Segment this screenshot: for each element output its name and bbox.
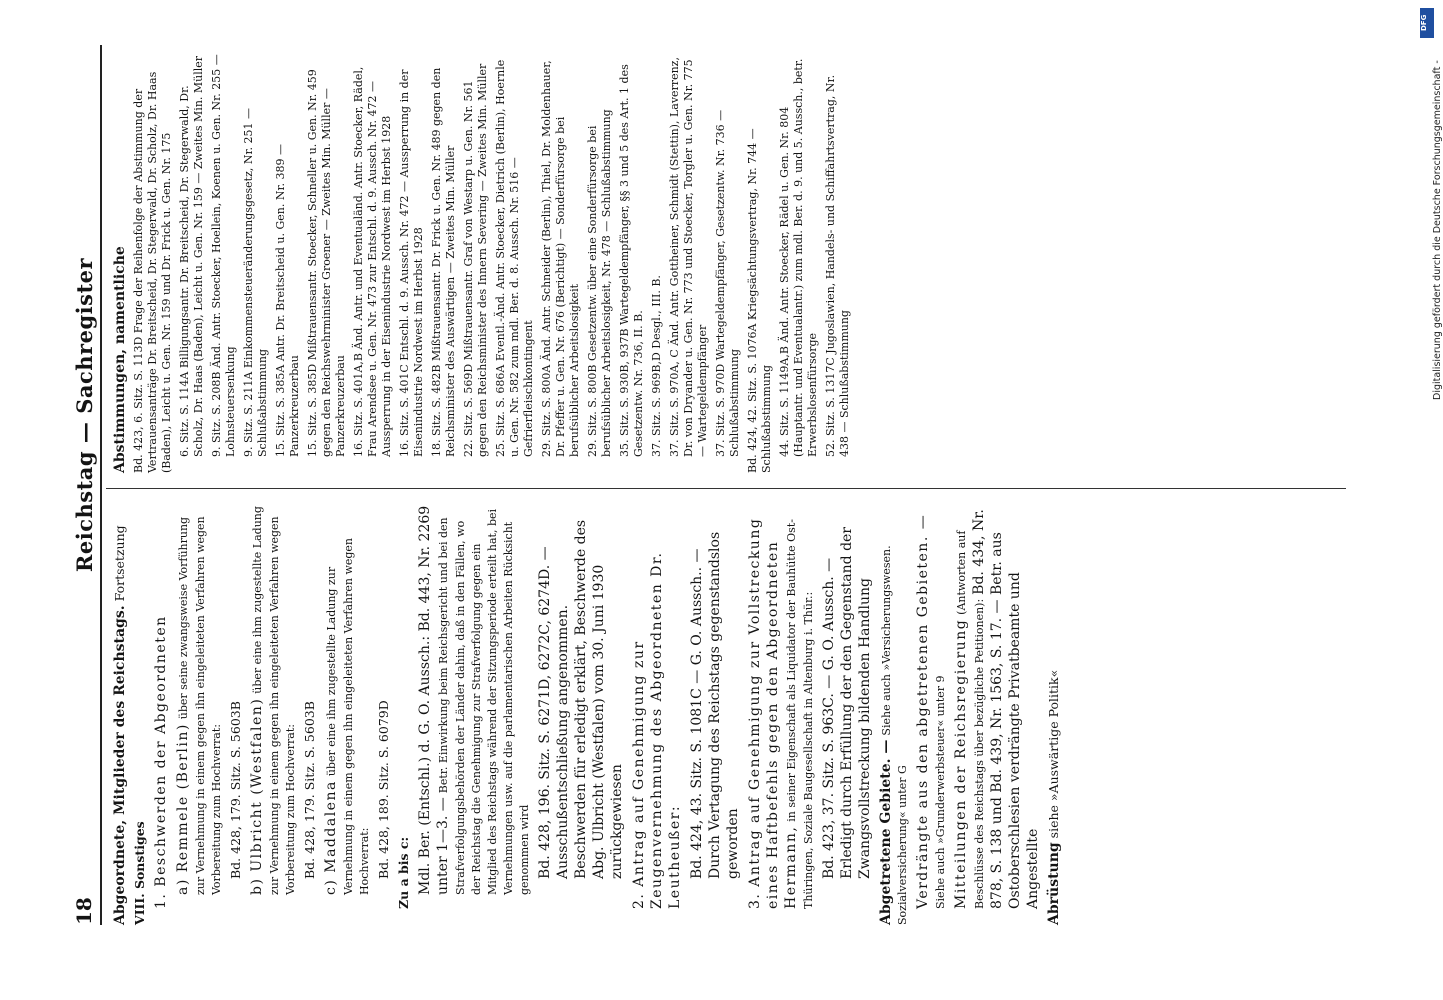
heading-continuation: Fortsetzung (112, 525, 127, 602)
mitteilungen-text: (Antworten auf Beschlüsse des Reichstags über bezügliche Petitionen): (955, 530, 986, 909)
entry-b-ref: Bd. 428, 179. Sitz. S. 5603B (302, 701, 317, 879)
entry-b-text: über eine ihm zugestellte Ladung zur Vernehmung in einem gegen ihn eingeleiteten Verfahren wegen Vorbereitung zum Hochverrat: (251, 506, 297, 895)
vote-entry: 52. Sitz. S. 1317C Jugoslawien, Handels- und Schiffahrtsvertrag, Nr. 438 — Schlußabstimmung (824, 74, 851, 457)
mdl-ber-ref: Bd. 428, 196. Sitz. S. 6271D, 6272C, 6274D. — Ausschußentschließung angenommen. Beschwerden für erledigt erklärt, Beschwerde des Abg. Ulbricht (Westfalen) vom 30. Juni 1930 zurückgewiesen (537, 519, 625, 879)
vote-entry: 29. Sitz. S. 800A Änd. Antr. Schneider (Berlin), Thiel, Dr. Moldenhauer, Dr. Pfeffer u. Gen. Nr. 676 (Berichtigt) — Sonderfürsorge bei berufsüblicher Arbeitslosigkeit (540, 60, 581, 457)
column-divider (106, 488, 1346, 489)
vote-entry: 25. Sitz. S. 686A Eventl.-Änd. Antr. Stoecker, Dietrich (Berlin), Hoernle u. Gen. Nr. 582 zum mdl. Ber. d. 8. Aussch. Nr. 516 — Gefrierfleischkontingent (494, 59, 535, 457)
running-title: Reichstag — Sachregister (72, 257, 97, 573)
mitteilungen-heading: Mitteilungen der Reichsregierung (953, 618, 969, 909)
vote-entry: 29. Sitz. S. 800B Gesetzentw. über eine Sonderfürsorge bei berufsüblicher Arbeitslosigkeit, Nr. 478 — Schlußabstimmung (586, 109, 613, 457)
vote-entry: 15. Sitz. S. 385D Mißtrauensantr. Stoecker, Schneller u. Gen. Nr. 459 gegen den Reichswehrminister Groener — Zweites Min. Müller — Panzerkreuzerbau (306, 69, 347, 457)
entry-a-name: a) Remmele (Berlin) (175, 723, 191, 895)
abruestung-text: siehe »Auswärtige Politik« (1046, 669, 1061, 839)
abruestung-heading: Abrüstung (1046, 842, 1062, 925)
credit-text: Digitalisierung gefördert durch die Deutsche Forschungsgemeinschaft - (1432, 60, 1443, 400)
entry-a-text: über seine zwangsweise Vorführung zur Vernehmung in einem gegen ihn eingeleiteten Verfahren wegen Vorbereitung zum Hochverrat: (177, 516, 223, 895)
item-3-text: in seiner Eigenschaft als Liquidator der Bauhütte Ost-Thüringen, Soziale Baugesellschaft in Altenburg i. Thür.: (785, 519, 815, 909)
entry-c-text: über eine ihm zugestellte Ladung zur Vernehmung in einem gegen ihn eingeleiteten Verfahren wegen Hochverrat: (325, 537, 371, 895)
right-column (112, 53, 856, 473)
vote-entry: 35. Sitz. S. 930B, 937B Wartegeldempfänger, §§ 3 und 5 des Art. 1 des Gesetzentw. Nr. 736, II. B. (618, 64, 645, 457)
vote-entry: 37. Sitz. S. 969B,D Desgl., III. B. (650, 275, 663, 457)
entry-c-name: c) Maddalena (323, 780, 339, 895)
verdraengte-text: Siehe auch »Grunderwerbsteuer« unter 9 (934, 675, 947, 909)
verdraengte-heading: Verdrängte aus den abgetretenen Gebieten. — (915, 513, 931, 909)
abgetretene-gebiete-heading: Abgetretene Gebiete. — (878, 739, 894, 925)
vote-entry: 9. Sitz. S. 208B Änd. Antr. Stoecker, Hoellein, Koenen u. Gen. Nr. 255 — Lohnsteuersenkung (210, 54, 237, 457)
mdl-ber: Mdl. Ber. (Entschl.) d. G. O. Aussch.: Bd. 443, Nr. 2269 unter 1—3. — (417, 505, 451, 895)
page-header (72, 45, 98, 925)
vote-entry: 22. Sitz. S. 569D Mißtrauensantr. Graf von Westarp u. Gen. Nr. 561 gegen den Reichsminister des Innern Severing — Zweites Min. Müller (462, 63, 489, 457)
subsection-heading: VIII. Sonstiges (132, 821, 147, 925)
vote-entry: 16. Sitz. S. 401A,B Änd. Antr. und Eventualänd. Antr. Stoecker, Rädel, Frau Arendsee u. Gen. Nr. 473 zur Entschl. d. 9. Aussch. Nr. 472 — Aussperrung in der Eisenindustrie Nordwest im Herbst 1928 (352, 66, 393, 457)
header-rule (100, 45, 102, 925)
digitization-credit (1418, 8, 1443, 998)
abgetretene-gebiete-text: Siehe auch »Versicherungswesen. Sozialversicherung« unter G (880, 545, 909, 925)
vote-entry: Bd. 423, 6. Sitz. S. 113D Frage der Reihenfolge der Abstimmung der Vertrauensanträge Dr. Breitscheid, Dr. Stegerwald, Dr. Scholz, Dr. Haas (Baden), Leicht u. Gen. Nr. 159 und Dr. Frick u. Gen. Nr. 175 (132, 71, 173, 473)
item-3-ref: Bd. 423, 37. Sitz. S. 963C. — G. O. Aussch. — Erledigt durch Erfüllung der den Gegenstand der Zwangsvollstreckung bildenden Handlung (821, 526, 873, 879)
vote-entry: 37. Sitz. S. 970A, C Änd. Antr. Gottheiner, Schmidt (Stettin), Laverrenz, Dr. von Dryander u. Gen. Nr. 773 und Stoecker, Torgler u. Gen. Nr. 775 — Wartegeldempfänger (668, 57, 709, 457)
mitteilungen-ref: Bd. 434, Nr. 878, S. 138 und Bd. 439, Nr. 1563, S. 17. — Betr. aus Ostoberschlesien verdrängte Privatbeamte und Angestellte (971, 509, 1041, 909)
dfg-logo: DFG (1420, 8, 1434, 38)
vote-entry: 9. Sitz. S. 211A Einkommensteueränderungsgesetz, Nr. 251 — Schlußabstimmung (242, 107, 269, 457)
vote-entry: 15. Sitz. S. 385A Antr. Dr. Breitscheid u. Gen. Nr. 389 — Panzerkreuzerbau (274, 143, 301, 457)
item-3-title: 3. Antrag auf Genehmigung zur Vollstreckung eines Haftbefehls gegen den Abgeordneten Hermann, (747, 517, 799, 909)
vote-entry: 6. Sitz. S. 114A Billigungsantr. Dr. Breitscheid, Dr. Stegerwald, Dr. Scholz, Dr. Haas (Baden), Leicht u. Gen. Nr. 159 — Zweites Min. Müller (178, 55, 205, 457)
section-heading: Abgeordnete, Mitglieder des Reichstags. (112, 605, 128, 925)
left-column (112, 505, 1066, 925)
item-2-ref: Bd. 424, 43. Sitz. S. 1081C — G. O. Aussch.. — Durch Vertagung des Reichstags gegenstandslos geworden (689, 531, 741, 879)
item-1-title: 1. Beschwerden der Abgeordneten (153, 615, 169, 909)
zu-a-bis-c: Zu a bis c: (396, 836, 411, 909)
entry-a-ref: Bd. 428, 179. Sitz. S. 5603B (228, 701, 243, 879)
page-number: 18 (72, 897, 96, 925)
entry-b-name: b) Ulbricht (Westfalen) (249, 697, 265, 895)
abstimmungen-heading: Abstimmungen, namentliche (112, 246, 128, 473)
vote-entry: 18. Sitz. S. 482B Mißtrauensantr. Dr. Frick u. Gen. Nr. 489 gegen den Reichsminister des Auswärtigen — Zweites Min. Müller (430, 67, 457, 457)
item-2-title: 2. Antrag auf Genehmigung zur Zeugenvernehmung des Abgeordneten Dr. Leutheußer: (631, 551, 683, 909)
vote-entry: 37. Sitz. S. 970D Wartegeldempfänger, Gesetzentw. Nr. 736 — Schlußabstimmung (714, 109, 741, 457)
mdl-ber-text: Betr. Einwirkung beim Reichsgericht und bei den Strafverfolgungsbehörden der Länder dahin, daß in den Fällen, wo der Reichstag die Genehmigung zur Strafverfolgung gegen ein Mitglied des Reichstags während der Sitzungsperiode erteilt hat, bei Vernehmungen usw. auf die parlamentarischen Arbeiten Rücksicht genommen wird (437, 508, 531, 895)
rotated-page-content (72, 45, 1362, 925)
vote-entry: 16. Sitz. S. 401C Entschl. d. 9. Aussch. Nr. 472 — Aussperrung in der Eisenindustrie Nordwest im Herbst 1928 (398, 69, 425, 457)
entry-c-ref: Bd. 428, 189. Sitz. S. 6079D (376, 700, 391, 879)
vote-entry: 44. Sitz. S. 1149A,B Änd. Antr. Stoecker, Rädel u. Gen. Nr. 804 (Hauptantr. und Eventualantr.) zum mdl. Ber. d. 9. und 5. Aussch., betr. Erwerbslosenfürsorge (778, 58, 819, 457)
vote-entry: Bd. 424, 42. Sitz. S. 1076A Kriegsächtungsvertrag, Nr. 744 — Schlußabstimmung (746, 128, 773, 473)
